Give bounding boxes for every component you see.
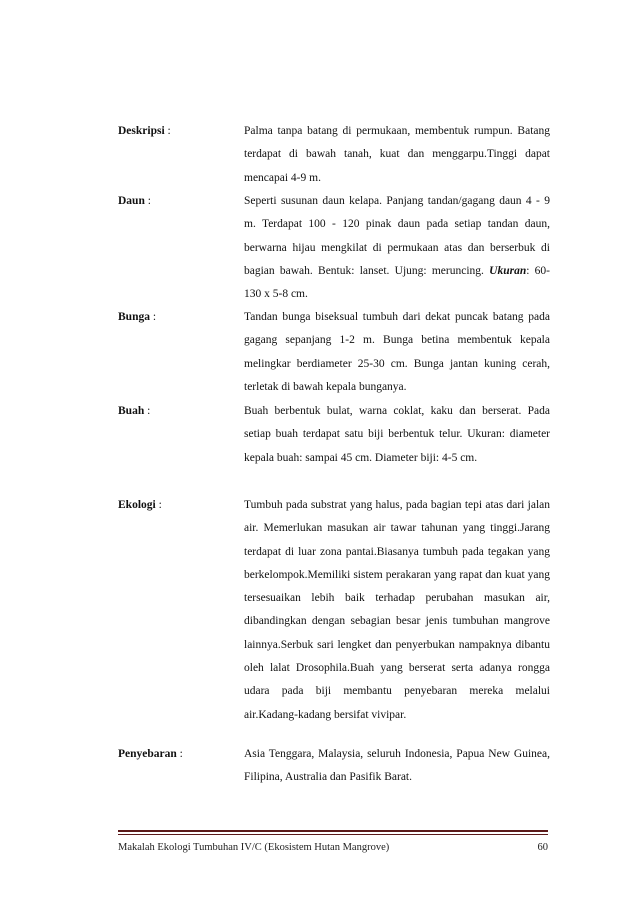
entry-label: Buah : <box>118 405 151 417</box>
entry-label: Deskripsi : <box>118 125 171 137</box>
entry-description: Tandan bunga biseksual tumbuh dari dekat puncak batang pada gagang sepanjang 1-2 m. Bunga betina membentuk kepala melingkar berdiameter 25-30 cm. Bunga jantan kuning cerah, terletak di bawah kepala bunganya. <box>244 311 550 393</box>
entry-label: Penyebaran : <box>118 748 183 760</box>
entry-label: Daun : <box>118 195 151 207</box>
entry-description: Palma tanpa batang di permukaan, membentuk rumpun. Batang terdapat di bawah tanah, kuat dan menggarpu.Tinggi dapat mencapai 4-9 m. <box>244 125 550 184</box>
footer-title: Makalah Ekologi Tumbuhan IV/C (Ekosistem Hutan Mangrove) <box>118 842 390 853</box>
entry-label: Bunga : <box>118 311 157 323</box>
entry-description: Asia Tenggara, Malaysia, seluruh Indonesia, Papua New Guinea, Filipina, Australia dan Pasifik Barat. <box>244 748 550 784</box>
footer-rule <box>118 830 548 832</box>
entry-description: Buah berbentuk bulat, warna coklat, kaku dan berserat. Pada setiap buah terdapat satu biji berbentuk telur. Ukuran: diameter kepala buah: sampai 45 cm. Diameter biji: 4-5 cm. <box>244 405 550 464</box>
entry-label: Ekologi : <box>118 499 162 511</box>
footer-rule-thin <box>118 834 548 835</box>
page-number: 60 <box>537 842 548 853</box>
emphasis-ukuran: Ukuran <box>489 264 527 277</box>
entry-description: Tumbuh pada substrat yang halus, pada bagian tepi atas dari jalan air. Memerlukan masukan air tawar tahunan yang tinggi.Jarang terdapat di luar zona pantai.Biasanya tumbuh pada tegakan yang berkelompok.Memiliki sistem perakaran yang rapat dan kuat yang tersesuaikan lebih baik terhadap perubahan masukan air, dibandingkan dengan sebagian besar jenis tumbuhan mangrove lainnya.Serbuk sari lengket dan penyerbukan nampaknya dibantu oleh lalat Drosophila.Buah yang berserat serta adanya rongga udara pada biji membantu penyebaran mereka melalui air.Kadang-kadang bersifat vivipar. <box>244 499 550 721</box>
entry-description: Seperti susunan daun kelapa. Panjang tandan/gagang daun 4 - 9 m. Terdapat 100 - 120 pinak daun pada setiap tandan daun, berwarna hijau mengkilat di permukaan atas dan berserbuk di bagian bawah. Bentuk: lanset. Ujung: meruncing. Ukuran: 60-130 x 5-8 cm. <box>244 195 551 301</box>
